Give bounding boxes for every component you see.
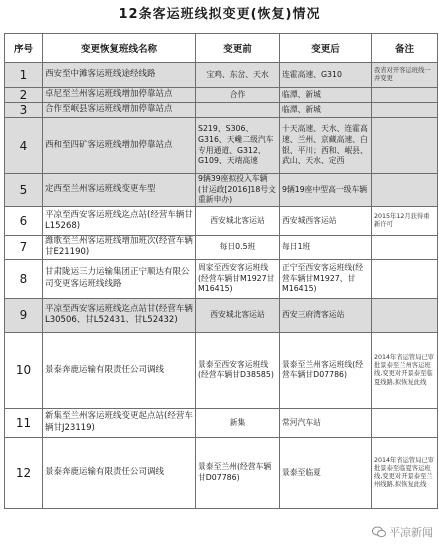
route-name-cell: 合作至岷县客运班线增加停靠站点 (43, 103, 196, 118)
note-cell (372, 408, 438, 437)
note-cell (372, 174, 438, 207)
column-header-note: 备注 (372, 34, 438, 63)
note-cell (372, 103, 438, 118)
after-cell: 临潭、新城 (280, 103, 372, 118)
after-cell: 连霍高速、G310 (280, 63, 372, 88)
after-cell: 西安三府湾客运站 (280, 298, 372, 332)
table-row (5, 298, 438, 332)
table-row (5, 207, 438, 236)
column-header-name: 变更恢复班线名称 (43, 34, 196, 63)
before-cell: 9辆39座拟投入车辆(甘运政[2016]18号文重新申办) (196, 174, 280, 207)
route-name-cell: 平凉至西安客运班线迄点站(经营车辆甘L15268) (43, 207, 196, 236)
row-number: 4 (5, 118, 43, 174)
before-cell: 西安城北客运站 (196, 207, 280, 236)
route-name-cell: 甘肃陇运三力运输集团正宁顺达有限公司变更客运班线线路 (43, 259, 196, 298)
before-cell (196, 103, 280, 118)
before-cell: 新集 (196, 408, 280, 437)
route-name-cell: 景泰奔鹿运输有限责任公司调线 (43, 437, 196, 508)
note-cell (372, 118, 438, 174)
column-header-after: 变更后 (280, 34, 372, 63)
table-row (5, 174, 438, 207)
row-number: 1 (5, 63, 43, 88)
row-number: 7 (5, 236, 43, 260)
column-header-no: 序号 (5, 34, 43, 63)
table-row (5, 259, 438, 298)
wechat-icon (372, 526, 386, 538)
before-cell: S219、S306、G316、天巉二级汽车专用通道、G312、G109、天靖高速 (196, 118, 280, 174)
note-cell (372, 236, 438, 260)
after-cell: 临潭、新城 (280, 88, 372, 103)
after-cell: 十天高速、天水、连霍高速、兰州、京藏高速、白银、平川；西和、岷县、武山、天水、定西 (280, 118, 372, 174)
before-cell: 宝鸡、东岔、天水 (196, 63, 280, 88)
after-cell: 常河汽车站 (280, 408, 372, 437)
route-name-cell: 西安至中滩客运班线途经线路 (43, 63, 196, 88)
note-cell (372, 259, 438, 298)
after-cell: 景泰至兰州客运班线(经营车辆甘D07786) (280, 332, 372, 408)
note-cell (372, 88, 438, 103)
table-row (5, 88, 438, 103)
table-row (5, 332, 438, 408)
before-cell: 每日0.5班 (196, 236, 280, 260)
before-cell: 景泰至西安客运班线(经营车辆甘D38585) (196, 332, 280, 408)
route-name-cell: 定西至兰州客运班线变更车型 (43, 174, 196, 207)
after-cell: 9辆19座中型高一级车辆 (280, 174, 372, 207)
row-number: 3 (5, 103, 43, 118)
table-row (5, 63, 438, 88)
note-cell: 我省对开客运班线一并变更 (372, 63, 438, 88)
after-cell: 每日1班 (280, 236, 372, 260)
route-name-cell: 景泰奔鹿运输有限责任公司调线 (43, 332, 196, 408)
before-cell: 西安城北客运站 (196, 298, 280, 332)
route-name-cell: 潍歌至兰州客运班线增加班次(经营车辆甘E21190) (43, 236, 196, 260)
route-name-cell: 平凉至西安客运班线迄点站甘(经营车辆L30506、甘L52431、甘L52432) (43, 298, 196, 332)
table-row (5, 408, 438, 437)
route-name-cell: 新集至兰州客运班线变更起点站(经营车辆甘J23119) (43, 408, 196, 437)
watermark (372, 524, 433, 540)
column-header-before: 变更前 (196, 34, 280, 63)
note-cell: 2014年省运管局已审批景泰至兰州客运班线,变更对开景泰至临夏线路,拟恢复此线 (372, 332, 438, 408)
row-number: 12 (5, 437, 43, 508)
row-number: 2 (5, 88, 43, 103)
row-number: 10 (5, 332, 43, 408)
note-cell: 2014年省运管局已审批景泰至临夏客运班线,变更对开景泰至兰州线路,拟恢复此线 (372, 437, 438, 508)
table-header-row (5, 34, 438, 63)
table-row (5, 103, 438, 118)
table-row (5, 118, 438, 174)
row-number: 6 (5, 207, 43, 236)
note-cell (372, 298, 438, 332)
after-cell: 正宁至西安客运班线(经营车辆甘M1927、甘M16415) (280, 259, 372, 298)
before-cell: 景泰至兰州(经营车辆甘D07786) (196, 437, 280, 508)
page-title: 12条客运班线拟变更(恢复)情况 (118, 7, 321, 22)
watermark-text: 平凉新闻 (389, 526, 433, 539)
row-number: 9 (5, 298, 43, 332)
route-change-table (4, 33, 438, 509)
note-cell: 2015年12月获得重新许可 (372, 207, 438, 236)
row-number: 5 (5, 174, 43, 207)
after-cell: 西安城西客运站 (280, 207, 372, 236)
row-number: 11 (5, 408, 43, 437)
route-name-cell: 西和至四矿客运班线增加停靠站点 (43, 118, 196, 174)
route-name-cell: 卓尼至兰州客运班线增加停靠站点 (43, 88, 196, 103)
before-cell: 周家至西安客运班线(经营车辆甘M1927甘M16415) (196, 259, 280, 298)
before-cell: 合作 (196, 88, 280, 103)
row-number: 8 (5, 259, 43, 298)
table-row (5, 437, 438, 508)
after-cell: 景泰至临夏 (280, 437, 372, 508)
table-row (5, 236, 438, 260)
